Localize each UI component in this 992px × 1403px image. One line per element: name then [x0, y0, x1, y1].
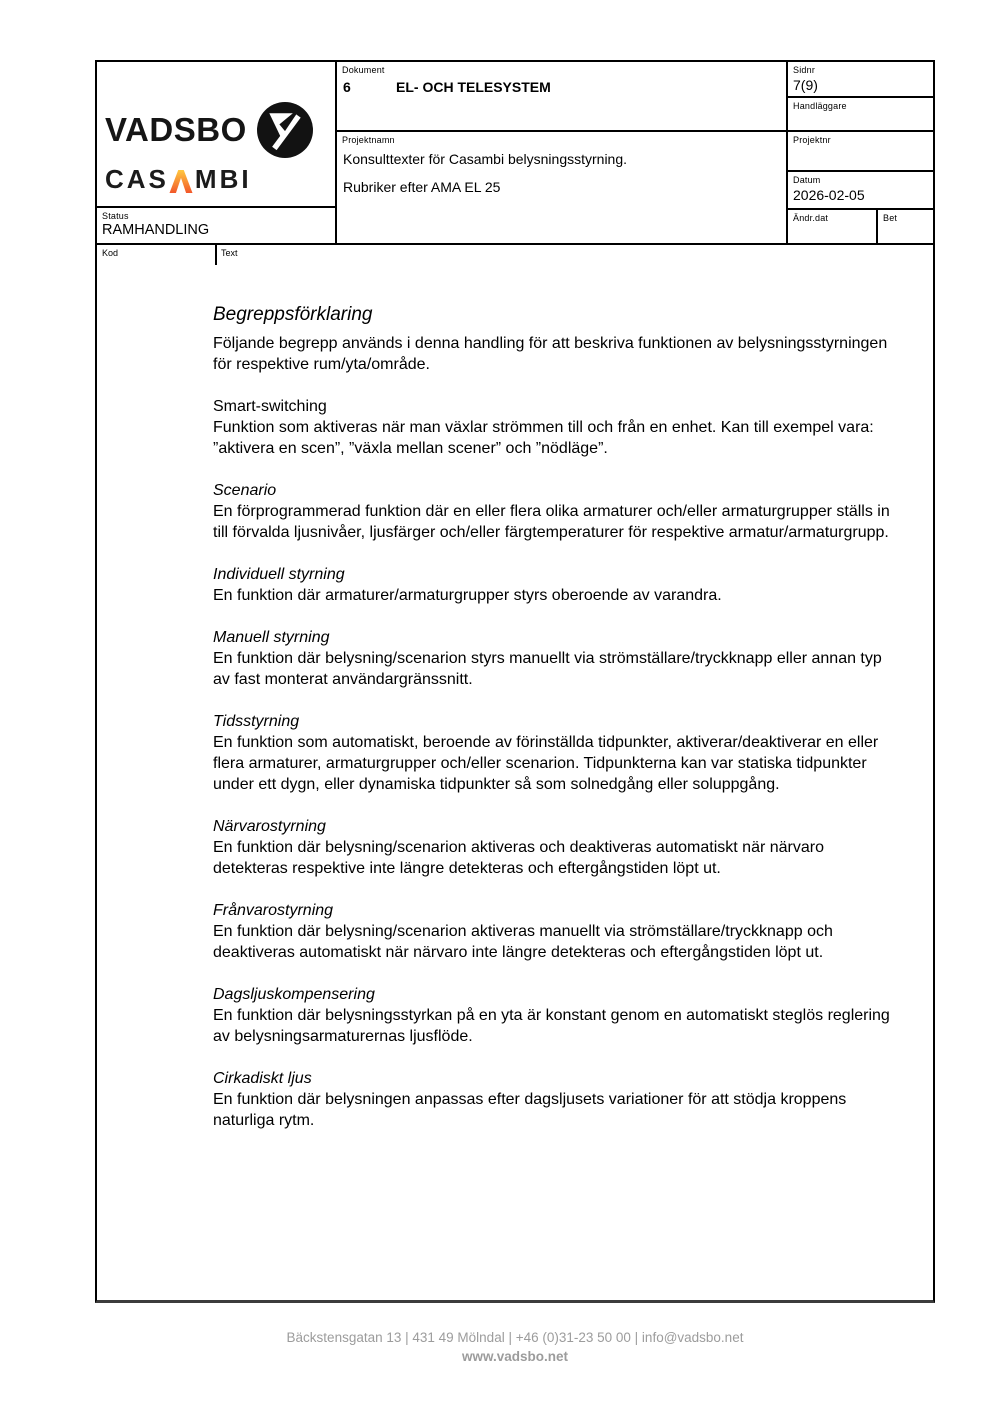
- definition-text: En funktion där belysning/scenarion aktiveras manuellt via strömställare/tryckknapp och deaktiveras automatiskt när närvaro inte längre detekteras och eftergångstiden löpt ut.: [213, 923, 833, 961]
- kod-text-divider: [215, 245, 217, 265]
- sidnr-value: 7(9): [793, 77, 818, 93]
- vadsbo-logo-icon: [257, 102, 313, 158]
- page-title: Begreppsförklaring: [213, 304, 373, 325]
- definition-section: [213, 900, 903, 963]
- definition-text: Funktion som aktiveras när man växlar strömmen till och från en enhet. Kan till exempel vara: ”aktivera en scen”, ”växla mellan scener” och ”nödläge”.: [213, 419, 874, 457]
- definition-term: Dagsljuskompensering: [213, 986, 375, 1003]
- casambi-wordmark: [105, 164, 335, 195]
- dokument-cell: [337, 62, 788, 132]
- definition-section: [213, 1068, 903, 1131]
- bet-cell: [878, 210, 933, 243]
- definition-section: [213, 984, 903, 1047]
- logo-cell: [97, 62, 337, 208]
- dokument-label: Dokument: [342, 65, 385, 75]
- projektnamn-line1: Konsulttexter för Casambi belysningsstyrning.: [343, 151, 628, 167]
- casambi-a-icon: [169, 170, 193, 193]
- definition-text: En förprogrammerad funktion där en eller flera olika armaturer och/eller armaturgrupper ställs in till förvalda ljusnivåer, ljusfärger och/eller färgtemperaturer för respektive armatur/armaturgrupp.: [213, 503, 890, 541]
- header-table: [95, 60, 935, 245]
- definition-term: Frånvarostyrning: [213, 902, 334, 919]
- projektnamn-line2: Rubriker efter AMA EL 25: [343, 179, 501, 195]
- footer-website: www.vadsbo.net: [461, 1349, 569, 1364]
- andr-dat-cell: [788, 210, 878, 243]
- document-body: [213, 303, 903, 1152]
- sidnr-label: Sidnr: [793, 65, 816, 75]
- definition-section: [213, 711, 903, 795]
- text-column-label: Text: [221, 248, 238, 258]
- definition-term: Individuell styrning: [213, 566, 345, 583]
- definition-text: En funktion där belysningen anpassas efter dagsljusets variationer för att stödja kroppens naturliga rytm.: [213, 1091, 847, 1129]
- status-value: RAMHANDLING: [102, 222, 210, 238]
- dokument-number: 6: [343, 79, 351, 95]
- dokument-title: EL- OCH TELESYSTEM: [396, 79, 551, 95]
- projektnr-label: Projektnr: [793, 135, 831, 145]
- datum-label: Datum: [793, 175, 821, 185]
- kod-column-label: Kod: [102, 248, 119, 258]
- datum-value: 2026-02-05: [793, 187, 865, 203]
- definitions-list: [213, 396, 903, 1131]
- andr-dat-label: Ändr.dat: [793, 213, 829, 223]
- definition-section: [213, 396, 903, 459]
- definition-term: Tidsstyrning: [213, 713, 300, 730]
- footer-address: Bäckstensgatan 13 | 431 49 Mölndal | +46 (0)31-23 50 00 | info@vadsbo.net: [286, 1330, 744, 1345]
- casambi-text-post: MBI: [194, 164, 252, 194]
- intro-paragraph: Följande begrepp används i denna handling för att beskriva funktionen av belysningsstyrningen för respektive rum/yta/område.: [213, 335, 888, 373]
- definition-term: Cirkadiskt ljus: [213, 1070, 312, 1087]
- vadsbo-wordmark: VADSBO: [105, 111, 247, 148]
- definition-term: Manuell styrning: [213, 629, 330, 646]
- definition-section: [213, 627, 903, 690]
- definition-section: [213, 564, 903, 606]
- status-label: Status: [102, 211, 129, 221]
- status-cell: [97, 208, 337, 243]
- bet-label: Bet: [883, 213, 898, 223]
- handlaggare-cell: [788, 98, 933, 132]
- definition-text: En funktion där belysning/scenarion styrs manuellt via strömställare/tryckknapp eller annan typ av fast monterat användargränssnitt.: [213, 650, 882, 688]
- vadsbo-casambi-logo: [105, 102, 335, 195]
- page-footer: [95, 1328, 935, 1366]
- definition-text: En funktion som automatiskt, beroende av förinställda tidpunkter, aktiverar/deaktiverar en eller flera armaturer, armaturgrupper och/eller scenarion. Tidpunkterna kan var statiska tidpunkter under ett dygn, eller dynamiska tidpunkter så som solnedgång eller soluppgång.: [213, 734, 879, 793]
- definition-term: Närvarostyrning: [213, 818, 326, 835]
- definition-section: [213, 480, 903, 543]
- projektnamn-label: Projektnamn: [342, 135, 395, 145]
- definition-section: [213, 816, 903, 879]
- casambi-text-pre: CAS: [105, 164, 169, 194]
- definition-term: Scenario: [213, 482, 277, 499]
- definition-text: En funktion där belysning/scenarion aktiveras och deaktiveras automatiskt när närvaro detekteras respektive inte längre detekteras och eftergångstiden löpt ut.: [213, 839, 824, 877]
- projektnr-cell: [788, 132, 933, 172]
- projektnamn-cell: [337, 132, 788, 243]
- datum-cell: [788, 172, 933, 210]
- handlaggare-label: Handläggare: [793, 101, 847, 111]
- sidnr-cell: [788, 62, 933, 98]
- definition-term: Smart-switching: [213, 398, 327, 415]
- definition-text: En funktion där armaturer/armaturgrupper styrs oberoende av varandra.: [213, 587, 722, 604]
- definition-text: En funktion där belysningsstyrkan på en yta är konstant genom en automatiskt steglös reglering av belysningsarmaturernas ljusflöde.: [213, 1007, 890, 1045]
